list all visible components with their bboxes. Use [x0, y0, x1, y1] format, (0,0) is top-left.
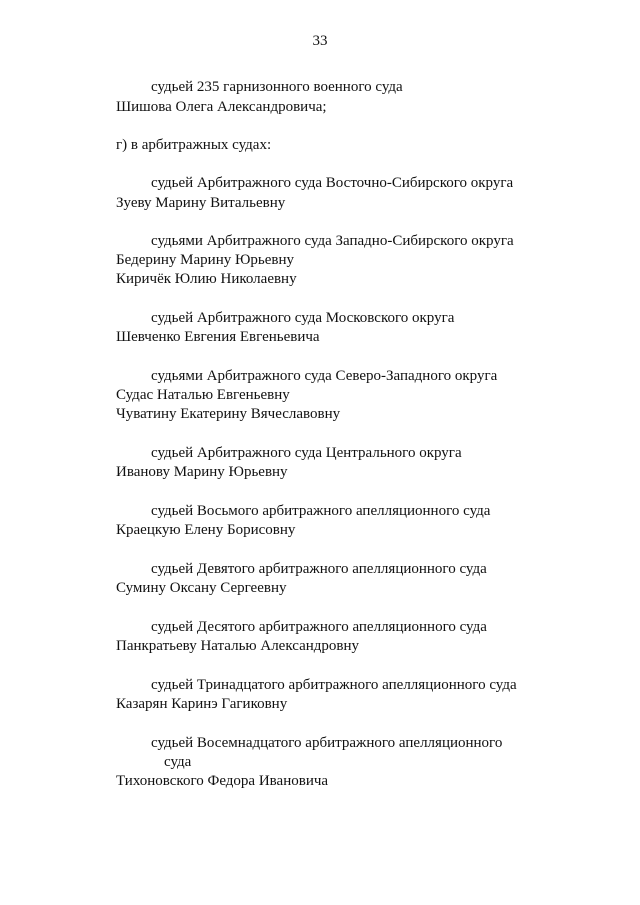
appointee-name: Бедерину Марину Юрьевну — [116, 252, 294, 268]
appointee-name: Зуеву Марину Витальевну — [116, 195, 286, 211]
appointee-name: Казарян Каринэ Гагиковну — [116, 696, 288, 712]
position-line: судьей 235 гарнизонного военного суда — [151, 79, 403, 95]
appointee-name: Сумину Оксану Сергеевну — [116, 580, 287, 596]
position-line: судьями Арбитражного суда Западно-Сибирского округа — [151, 233, 514, 249]
position-line-continued: суда — [164, 754, 192, 770]
position-line: судьей Восемнадцатого арбитражного апелляционного — [151, 735, 503, 751]
appointee-name: Шишова Олега Александровича; — [116, 99, 327, 115]
position-line: судьей Арбитражного суда Московского округа — [151, 310, 455, 326]
position-line: судьей Десятого арбитражного апелляционного суда — [151, 619, 487, 635]
appointee-name: Судас Наталью Евгеньевну — [116, 387, 290, 403]
appointee-name: Краецкую Елену Борисовну — [116, 522, 296, 538]
appointee-name: Чуватину Екатерину Вячеславовну — [116, 406, 341, 422]
appointee-name: Иванову Марину Юрьевну — [116, 464, 288, 480]
appointee-name: Тихоновского Федора Ивановича — [116, 773, 329, 789]
position-line: судьей Арбитражного суда Центрального округа — [151, 445, 462, 461]
appointee-name: Шевченко Евгения Евгеньевича — [116, 329, 320, 345]
page-number: 33 — [312, 33, 328, 49]
appointee-name: Киричёк Юлию Николаевну — [116, 271, 297, 287]
position-line: судьей Арбитражного суда Восточно-Сибирского округа — [151, 175, 514, 191]
position-line: судьей Тринадцатого арбитражного апелляционного суда — [151, 677, 517, 693]
section-heading: г) в арбитражных судах: — [116, 137, 272, 153]
appointee-name: Панкратьеву Наталью Александровну — [116, 638, 360, 654]
position-line: судьей Восьмого арбитражного апелляционного суда — [151, 503, 491, 519]
position-line: судьями Арбитражного суда Северо-Западного округа — [151, 368, 498, 384]
position-line: судьей Девятого арбитражного апелляционного суда — [151, 561, 487, 577]
